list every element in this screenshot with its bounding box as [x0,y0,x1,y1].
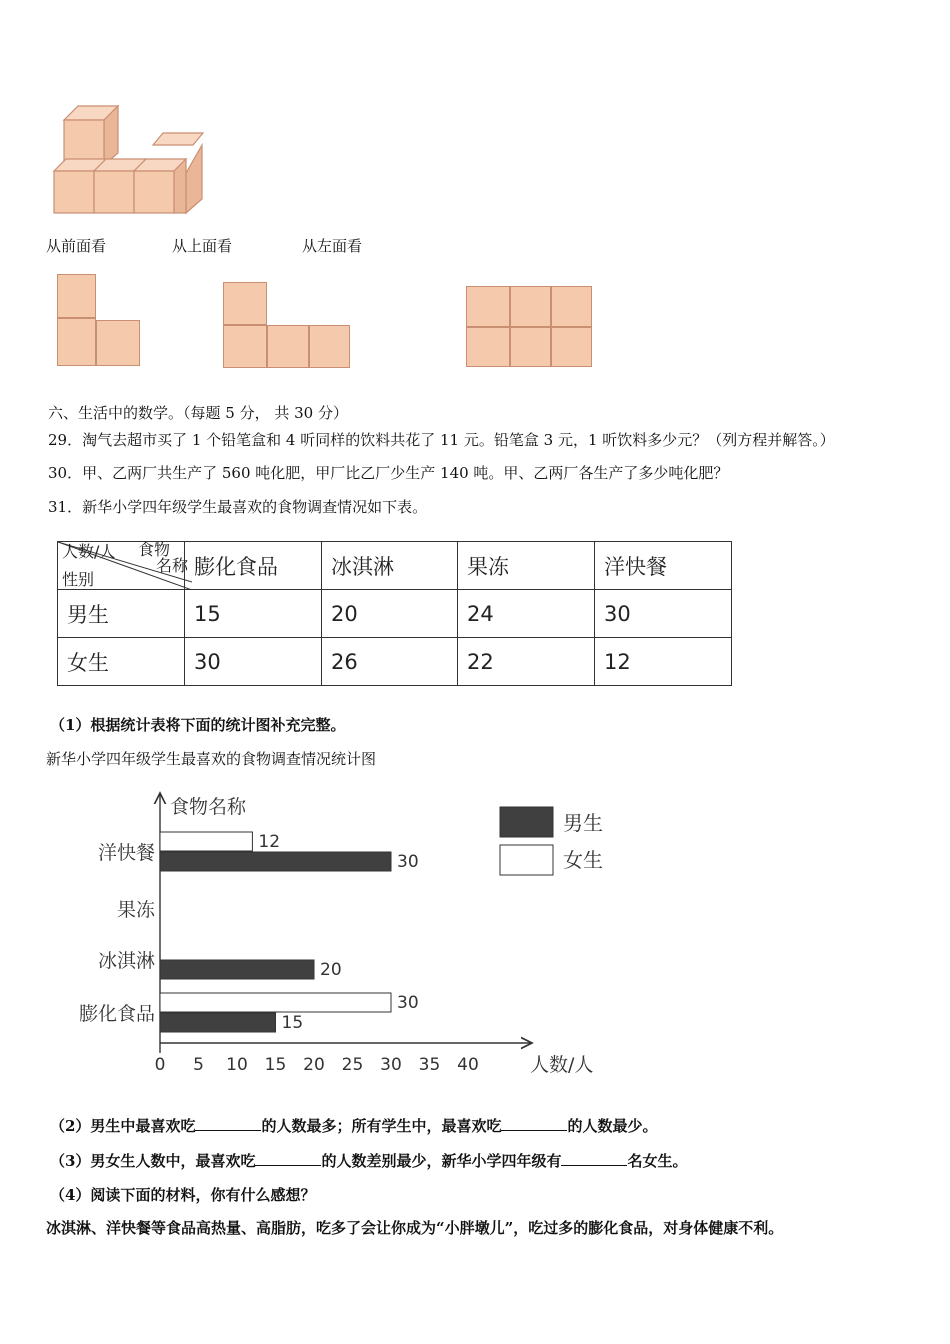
category-label: 洋快餐 [97,842,155,864]
table-cell: 24 [458,590,595,638]
x-tick-label: 25 [341,1055,364,1075]
bar-value-label: 20 [320,960,342,980]
table-header-cell: 膨化食品 [185,542,322,590]
food-bar-chart [40,785,640,1085]
legend-swatch-girls [500,845,553,875]
bar-boys [160,852,391,871]
bar-value-label: 15 [281,1013,304,1033]
part-3-text-a: （3）男女生人数中，最喜欢吃 [50,1152,256,1170]
category-label: 果冻 [116,899,155,921]
table-row-label: 女生 [58,638,185,686]
corner-label-food: 食物 [138,540,171,559]
table-cell: 20 [322,590,458,638]
table-cell: 30 [595,590,732,638]
table-header-cell: 果冻 [458,542,595,590]
section-heading: 六、生活中的数学。（每题 5 分， 共 30 分） [48,404,348,422]
part-4: （4）阅读下面的材料，你有什么感想？ [50,1186,316,1204]
part-2-text-b: 的人数最多；所有学生中，最喜欢吃 [261,1117,502,1135]
answer-blank[interactable] [255,1151,321,1166]
bar-girls [160,993,391,1012]
x-tick-label: 30 [380,1055,402,1075]
survey-table [57,541,732,686]
table-cell: 26 [322,638,458,686]
answer-blank[interactable] [195,1116,261,1131]
reading-material: 冰淇淋、洋快餐等食品高热量、高脂肪，吃多了会让你成为“小胖墩儿”，吃过多的膨化食品，对身体健康不利。 [46,1219,784,1237]
table-cell: 15 [185,590,322,638]
x-tick-label: 0 [154,1055,166,1075]
part-2-text-c: 的人数最少。 [567,1117,658,1135]
corner-label-name: 名称 [156,556,189,575]
legend-label-boys: 男生 [563,811,603,835]
x-tick-label: 40 [457,1055,479,1075]
table-row-label: 男生 [58,590,185,638]
bar-boys [160,1013,276,1032]
x-tick-label: 5 [193,1055,204,1075]
x-tick-label: 15 [264,1055,287,1075]
bar-girls [160,832,252,851]
part-3 [50,1151,687,1171]
corner-label-count: 人数/人 [62,542,116,561]
table-corner-cell [58,540,189,590]
category-label: 冰淇淋 [97,950,155,972]
question-31: 31．新华小学四年级学生最喜欢的食物调查情况如下表。 [48,498,428,516]
x-tick-label: 10 [226,1055,248,1075]
cube-stack-svg [48,103,208,215]
answer-blank[interactable] [501,1116,567,1131]
bar-value-label: 30 [397,993,419,1013]
question-29: 29．淘气去超市买了 1 个铅笔盒和 4 听同样的饮料共花了 11 元。铅笔盒 3 元，1 听饮料多少元？（列方程并解答。） [48,431,835,449]
table-row [58,638,732,686]
y-axis-label: 食物名称 [170,796,247,818]
table-row [58,590,732,638]
part-1: （1）根据统计表将下面的统计图补充完整。 [50,716,346,734]
corner-label-gender: 性别 [62,570,95,589]
bar-boys [160,960,314,979]
part-2 [50,1116,657,1136]
chart-caption: 新华小学四年级学生最喜欢的食物调查情况统计图 [46,750,377,768]
x-axis-label: 人数/人 [530,1054,594,1076]
part-3-text-b: 的人数差别最少，新华小学四年级有 [321,1152,562,1170]
x-tick-label: 20 [303,1055,325,1075]
question-30: 30．甲、乙两厂共生产了 560 吨化肥，甲厂比乙厂少生产 140 吨。甲、乙两厂各生产了多少吨化肥？ [48,464,729,482]
x-tick-label: 35 [418,1055,441,1075]
left-view-label: 从左面看 [302,237,363,255]
part-2-text-a: （2）男生中最喜欢吃 [50,1117,196,1135]
part-3-text-c: 名女生。 [627,1152,688,1170]
bar-value-label: 30 [397,852,419,872]
table-header-cell: 冰淇淋 [322,542,458,590]
category-label: 膨化食品 [78,1003,155,1025]
table-header-cell: 洋快餐 [595,542,732,590]
table-cell: 30 [185,638,322,686]
table-cell: 12 [595,638,732,686]
front-view-label: 从前面看 [46,237,107,255]
table-cell: 22 [458,638,595,686]
answer-blank[interactable] [561,1151,627,1166]
legend-swatch-boys [500,807,553,837]
legend-label-girls: 女生 [563,848,603,872]
bar-value-label: 12 [258,832,281,852]
top-view-label: 从上面看 [172,237,233,255]
table-header-row [58,542,732,590]
